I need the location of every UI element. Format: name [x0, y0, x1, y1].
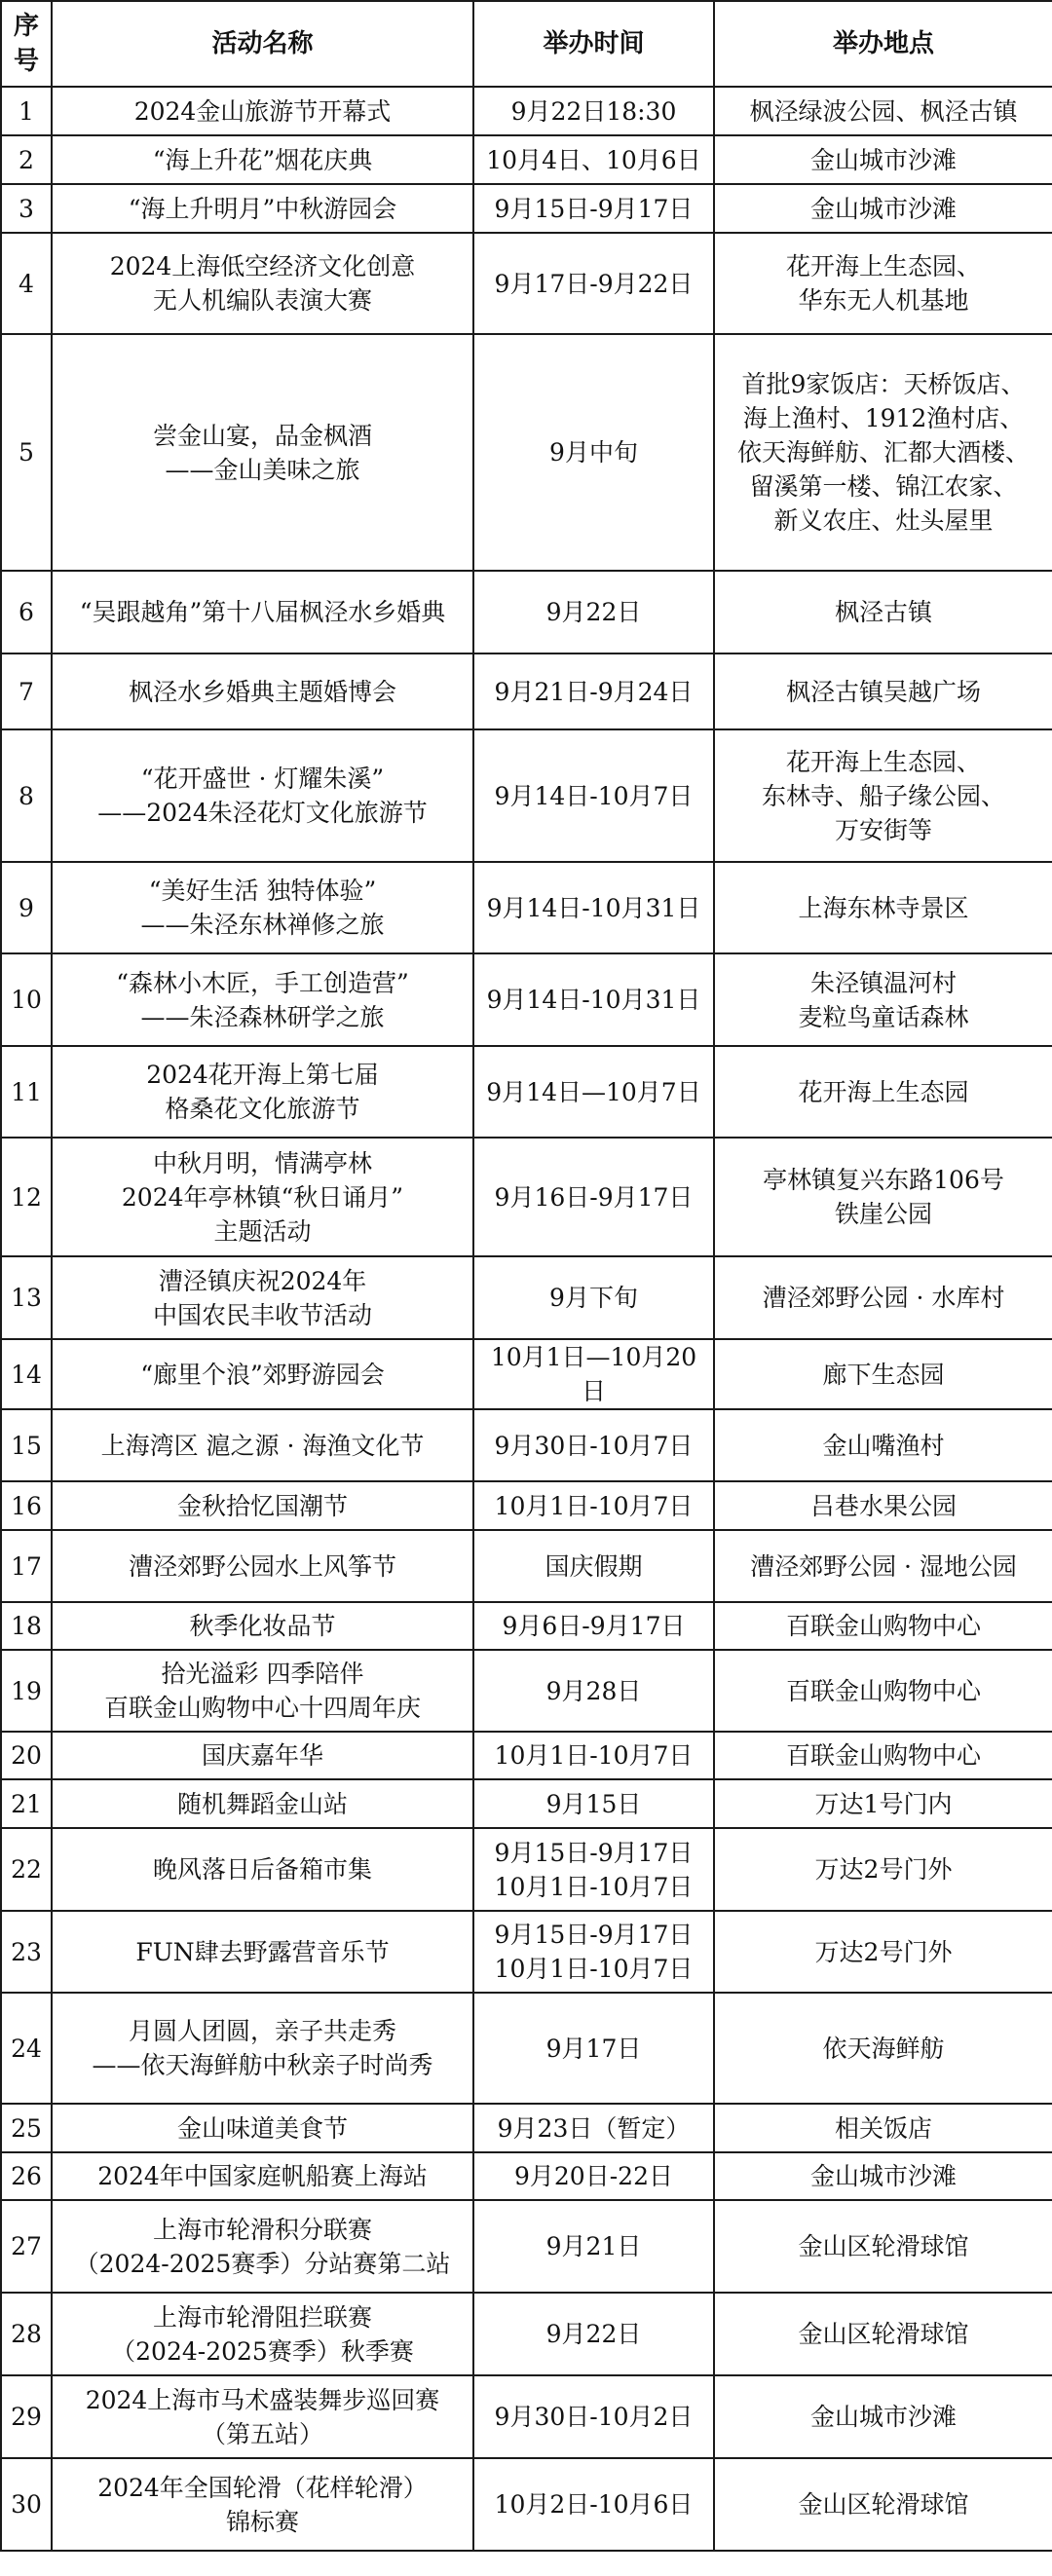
event-venue: 上海东林寺景区: [714, 862, 1052, 953]
row-index: 26: [1, 2152, 52, 2200]
table-row: [1, 1993, 1052, 2104]
row-index: 4: [1, 233, 52, 334]
row-index: 10: [1, 953, 52, 1046]
row-index: 8: [1, 729, 52, 862]
event-date: 10月2日-10月6日: [473, 2458, 714, 2551]
event-venue: 百联金山购物中心: [714, 1732, 1052, 1779]
table-row: [1, 1779, 1052, 1828]
event-venue: 万达2号门外: [714, 1828, 1052, 1911]
event-date: 9月30日-10月7日: [473, 1409, 714, 1481]
event-name: 漕泾镇庆祝2024年 中国农民丰收节活动: [52, 1256, 473, 1339]
row-index: 13: [1, 1256, 52, 1339]
event-venue: 金山嘴渔村: [714, 1409, 1052, 1481]
table-row: [1, 1481, 1052, 1530]
event-venue: 花开海上生态园: [714, 1046, 1052, 1138]
event-venue: 花开海上生态园、 华东无人机基地: [714, 233, 1052, 334]
event-date: 9月下旬: [473, 1256, 714, 1339]
event-name: 漕泾郊野公园水上风筝节: [52, 1530, 473, 1602]
row-index: 20: [1, 1732, 52, 1779]
row-index: 17: [1, 1530, 52, 1602]
event-name: 尝金山宴，品金枫酒 ——金山美味之旅: [52, 334, 473, 571]
event-date: 9月6日-9月17日: [473, 1602, 714, 1650]
event-name: 2024花开海上第七届 格桑花文化旅游节: [52, 1046, 473, 1138]
event-date: 9月15日-9月17日: [473, 184, 714, 233]
event-name: 随机舞蹈金山站: [52, 1779, 473, 1828]
event-name: 2024上海市马术盛装舞步巡回赛 （第五站）: [52, 2375, 473, 2458]
event-name: 月圆人团圆，亲子共走秀 ——依天海鲜舫中秋亲子时尚秀: [52, 1993, 473, 2104]
table-row: [1, 1530, 1052, 1602]
header-index: 序 号: [1, 1, 52, 87]
event-name: 拾光溢彩 四季陪伴 百联金山购物中心十四周年庆: [52, 1650, 473, 1732]
table-row: [1, 1339, 1052, 1409]
event-date: 9月15日: [473, 1779, 714, 1828]
event-name: 晚风落日后备箱市集: [52, 1828, 473, 1911]
table-row: [1, 1828, 1052, 1911]
table-row: [1, 1046, 1052, 1138]
header-venue: 举办地点: [714, 1, 1052, 87]
row-index: 1: [1, 87, 52, 135]
event-venue: 枫泾绿波公园、枫泾古镇: [714, 87, 1052, 135]
event-name: “廊里个浪”郊野游园会: [52, 1339, 473, 1409]
event-name: FUN肆去野露营音乐节: [52, 1911, 473, 1993]
event-date: 9月16日-9月17日: [473, 1138, 714, 1256]
row-index: 5: [1, 334, 52, 571]
table-row: [1, 862, 1052, 953]
event-venue: 百联金山购物中心: [714, 1650, 1052, 1732]
row-index: 18: [1, 1602, 52, 1650]
event-date: 9月17日-9月22日: [473, 233, 714, 334]
table-row: [1, 729, 1052, 862]
table-row: [1, 334, 1052, 571]
event-date: 10月1日-10月7日: [473, 1481, 714, 1530]
event-name: “吴跟越角”第十八届枫泾水乡婚典: [52, 571, 473, 653]
table-row: [1, 2152, 1052, 2200]
event-venue: 漕泾郊野公园 · 湿地公园: [714, 1530, 1052, 1602]
event-venue: 金山城市沙滩: [714, 184, 1052, 233]
event-venue: 亭林镇复兴东路106号 铁崖公园: [714, 1138, 1052, 1256]
table-row: [1, 2375, 1052, 2458]
table-row: [1, 1911, 1052, 1993]
event-date: 9月14日-10月31日: [473, 862, 714, 953]
event-date: 9月22日: [473, 2293, 714, 2375]
event-date: 9月14日-10月7日: [473, 729, 714, 862]
row-index: 19: [1, 1650, 52, 1732]
row-index: 14: [1, 1339, 52, 1409]
table-row: [1, 2293, 1052, 2375]
event-venue: 金山城市沙滩: [714, 2375, 1052, 2458]
event-venue: 相关饭店: [714, 2104, 1052, 2152]
row-index: 24: [1, 1993, 52, 2104]
event-date: 10月1日—10月20日: [473, 1339, 714, 1409]
row-index: 27: [1, 2200, 52, 2293]
event-date: 10月4日、10月6日: [473, 135, 714, 184]
row-index: 21: [1, 1779, 52, 1828]
header-date: 举办时间: [473, 1, 714, 87]
row-index: 15: [1, 1409, 52, 1481]
row-index: 6: [1, 571, 52, 653]
event-venue: 依天海鲜舫: [714, 1993, 1052, 2104]
row-index: 16: [1, 1481, 52, 1530]
event-name: “海上升花”烟花庆典: [52, 135, 473, 184]
event-name: 金秋拾忆国潮节: [52, 1481, 473, 1530]
row-index: 7: [1, 653, 52, 729]
event-date: 9月22日: [473, 571, 714, 653]
event-date: 9月30日-10月2日: [473, 2375, 714, 2458]
row-index: 25: [1, 2104, 52, 2152]
event-venue: 漕泾郊野公园 · 水库村: [714, 1256, 1052, 1339]
table-row: [1, 184, 1052, 233]
table-row: [1, 1138, 1052, 1256]
event-date: 9月15日-9月17日 10月1日-10月7日: [473, 1911, 714, 1993]
event-name: 2024年全国轮滑（花样轮滑） 锦标赛: [52, 2458, 473, 2551]
event-name: 上海湾区 滬之源 · 海渔文化节: [52, 1409, 473, 1481]
table-row: [1, 653, 1052, 729]
table-row: [1, 135, 1052, 184]
row-index: 11: [1, 1046, 52, 1138]
event-venue: 枫泾古镇: [714, 571, 1052, 653]
table-row: [1, 1602, 1052, 1650]
event-name: 枫泾水乡婚典主题婚博会: [52, 653, 473, 729]
event-venue: 吕巷水果公园: [714, 1481, 1052, 1530]
event-venue: 金山城市沙滩: [714, 2152, 1052, 2200]
event-name: “海上升明月”中秋游园会: [52, 184, 473, 233]
event-venue: 金山区轮滑球馆: [714, 2458, 1052, 2551]
row-index: 30: [1, 2458, 52, 2551]
row-index: 22: [1, 1828, 52, 1911]
event-date: 10月1日-10月7日: [473, 1732, 714, 1779]
table-row: [1, 87, 1052, 135]
table-row: [1, 1650, 1052, 1732]
event-date: 9月28日: [473, 1650, 714, 1732]
event-date: 9月中旬: [473, 334, 714, 571]
event-name: 中秋月明，情满亭林 2024年亭林镇“秋日诵月” 主题活动: [52, 1138, 473, 1256]
event-name: 上海市轮滑阻拦联赛 （2024-2025赛季）秋季赛: [52, 2293, 473, 2375]
event-name: 2024金山旅游节开幕式: [52, 87, 473, 135]
row-index: 29: [1, 2375, 52, 2458]
row-index: 2: [1, 135, 52, 184]
row-index: 3: [1, 184, 52, 233]
row-index: 23: [1, 1911, 52, 1993]
event-venue: 万达2号门外: [714, 1911, 1052, 1993]
event-name: “森林小木匠，手工创造营” ——朱泾森林研学之旅: [52, 953, 473, 1046]
event-venue: 枫泾古镇吴越广场: [714, 653, 1052, 729]
header-event-name: 活动名称: [52, 1, 473, 87]
event-date: 9月15日-9月17日 10月1日-10月7日: [473, 1828, 714, 1911]
event-venue: 百联金山购物中心: [714, 1602, 1052, 1650]
table-row: [1, 1409, 1052, 1481]
event-date: 9月21日-9月24日: [473, 653, 714, 729]
event-date: 9月21日: [473, 2200, 714, 2293]
table-row: [1, 2200, 1052, 2293]
event-venue: 金山城市沙滩: [714, 135, 1052, 184]
event-venue: 金山区轮滑球馆: [714, 2293, 1052, 2375]
event-date: 9月20日-22日: [473, 2152, 714, 2200]
event-name: 金山味道美食节: [52, 2104, 473, 2152]
event-venue: 花开海上生态园、 东林寺、船子缘公园、 万安街等: [714, 729, 1052, 862]
table-row: [1, 233, 1052, 334]
event-date: 9月23日（暂定）: [473, 2104, 714, 2152]
event-date: 9月17日: [473, 1993, 714, 2104]
event-name: “美好生活 独特体验” ——朱泾东林禅修之旅: [52, 862, 473, 953]
event-date: 9月22日18:30: [473, 87, 714, 135]
event-name: 上海市轮滑积分联赛 （2024-2025赛季）分站赛第二站: [52, 2200, 473, 2293]
row-index: 28: [1, 2293, 52, 2375]
event-venue: 首批9家饭店：天桥饭店、 海上渔村、1912渔村店、 依天海鲜舫、汇都大酒楼、 留溪第一楼、锦江农家、 新义农庄、灶头屋里: [714, 334, 1052, 571]
event-name: “花开盛世 · 灯耀朱溪” ——2024朱泾花灯文化旅游节: [52, 729, 473, 862]
table-row: [1, 2458, 1052, 2551]
table-row: [1, 1732, 1052, 1779]
event-date: 国庆假期: [473, 1530, 714, 1602]
event-name: 秋季化妆品节: [52, 1602, 473, 1650]
event-name: 2024上海低空经济文化创意 无人机编队表演大赛: [52, 233, 473, 334]
event-date: 9月14日-10月31日: [473, 953, 714, 1046]
table-row: [1, 953, 1052, 1046]
table-row: [1, 1256, 1052, 1339]
event-venue: 廊下生态园: [714, 1339, 1052, 1409]
header-row: [1, 1, 1052, 87]
table-row: [1, 571, 1052, 653]
row-index: 9: [1, 862, 52, 953]
event-venue: 金山区轮滑球馆: [714, 2200, 1052, 2293]
event-date: 9月14日—10月7日: [473, 1046, 714, 1138]
event-name: 2024年中国家庭帆船赛上海站: [52, 2152, 473, 2200]
event-venue: 万达1号门内: [714, 1779, 1052, 1828]
row-index: 12: [1, 1138, 52, 1256]
event-name: 国庆嘉年华: [52, 1732, 473, 1779]
event-venue: 朱泾镇温河村 麦粒鸟童话森林: [714, 953, 1052, 1046]
table-row: [1, 2104, 1052, 2152]
